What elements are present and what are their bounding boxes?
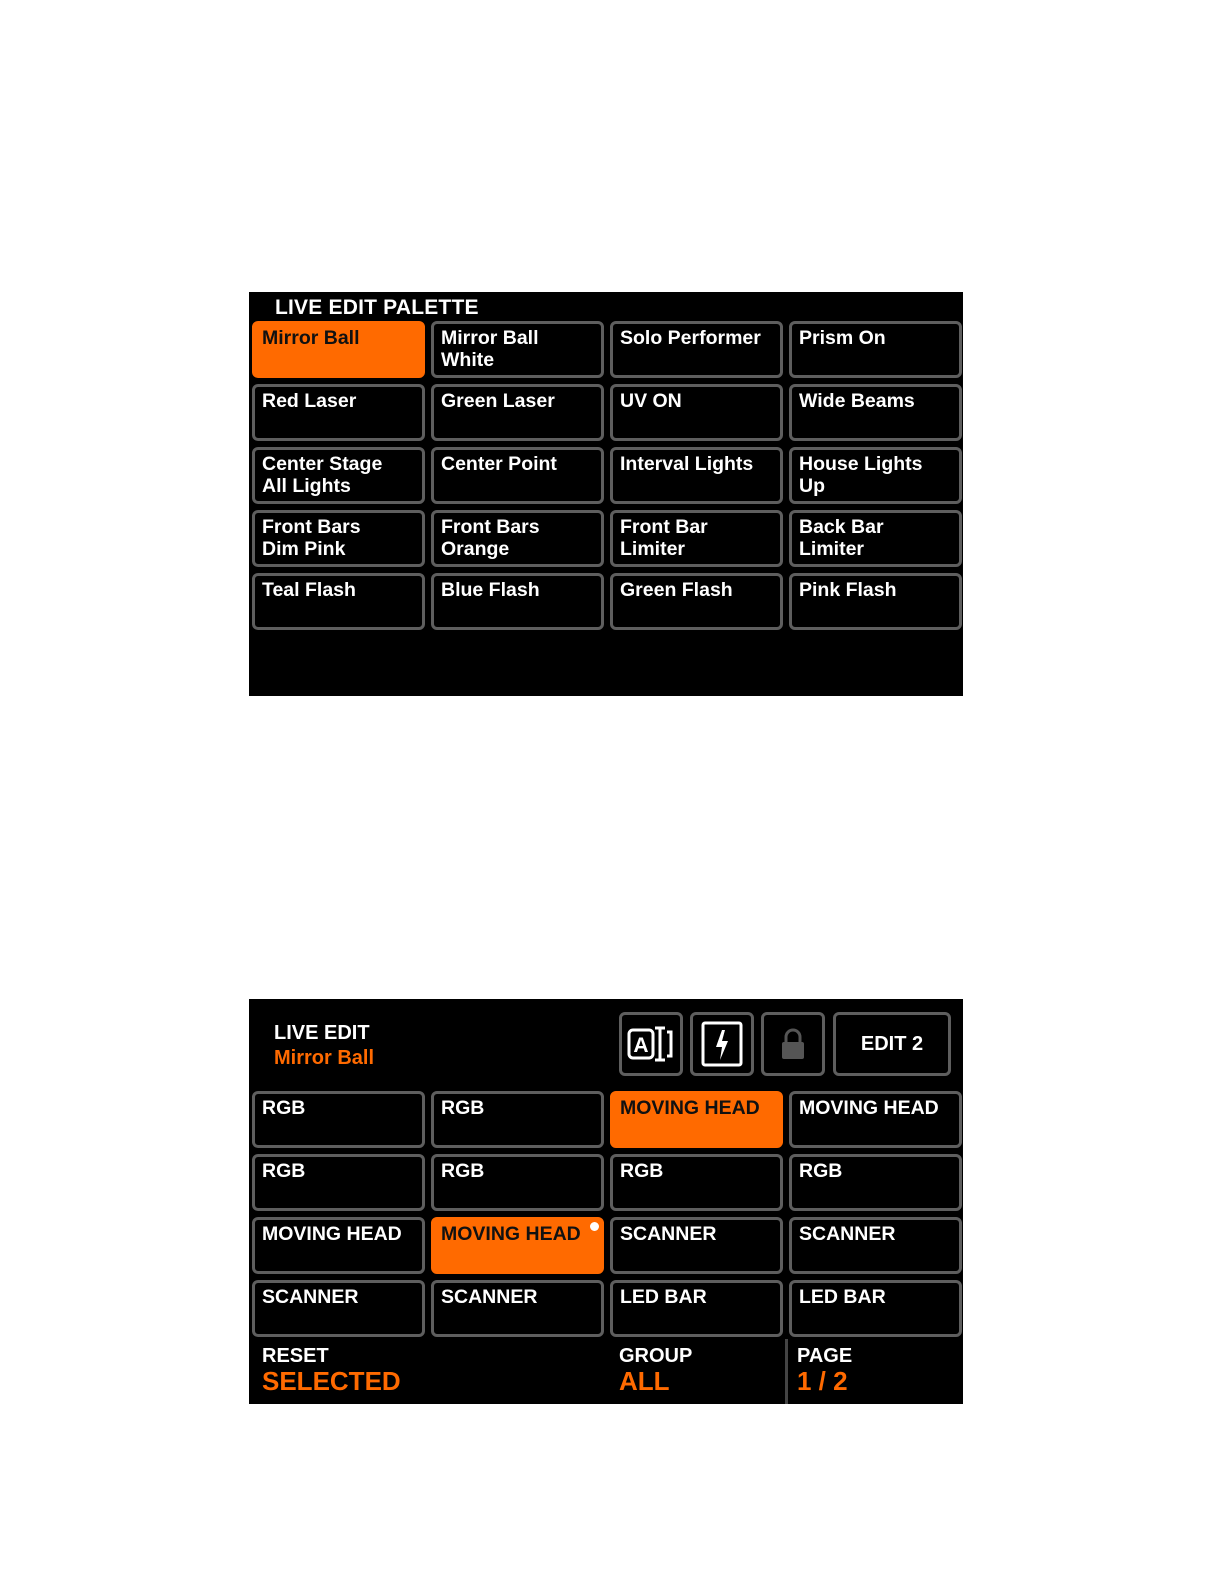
lock-icon — [778, 1026, 808, 1062]
live-edit-palette-panel — [249, 292, 963, 696]
fixture-group-button[interactable] — [252, 1154, 425, 1211]
palette-button[interactable]: Red Laser — [252, 384, 425, 441]
live-edit-title: LIVE EDIT — [274, 1022, 370, 1044]
fixture-group-label: MOVING HEAD — [620, 1097, 760, 1119]
fixture-group-label: RGB — [262, 1097, 306, 1119]
fixture-group-button[interactable] — [431, 1091, 604, 1148]
fixture-group-button[interactable] — [789, 1217, 962, 1274]
fixture-group-button[interactable] — [610, 1217, 783, 1274]
modified-indicator-dot — [590, 1222, 599, 1231]
fixture-group-button[interactable] — [252, 1280, 425, 1337]
group-value: ALL — [619, 1366, 670, 1396]
fixture-group-label: MOVING HEAD — [262, 1223, 402, 1245]
fixture-group-button[interactable] — [252, 1091, 425, 1148]
group-label: GROUP — [619, 1345, 693, 1367]
fixture-group-label: RGB — [441, 1097, 485, 1119]
reset-value: SELECTED — [262, 1366, 401, 1396]
palette-title: LIVE EDIT PALETTE — [275, 296, 479, 319]
fixture-group-label: RGB — [799, 1160, 843, 1182]
fixture-group-button[interactable] — [610, 1280, 783, 1337]
palette-button[interactable]: Front Bar Limiter — [610, 510, 783, 567]
fixture-group-label: LED BAR — [620, 1286, 707, 1308]
text-cursor-icon — [627, 1024, 675, 1064]
lightning-icon — [700, 1020, 744, 1068]
fixture-group-label: SCANNER — [799, 1223, 896, 1245]
group-filter-button[interactable] — [619, 1344, 692, 1394]
palette-button[interactable]: Front Bars Dim Pink — [252, 510, 425, 567]
fixture-group-label: MOVING HEAD — [441, 1223, 581, 1245]
fixture-group-label: LED BAR — [799, 1286, 886, 1308]
page-label: PAGE — [797, 1345, 853, 1367]
fixture-group-button[interactable] — [610, 1154, 783, 1211]
fixture-group-label: MOVING HEAD — [799, 1097, 939, 1119]
palette-button[interactable]: Solo Performer — [610, 321, 783, 378]
fixture-group-button[interactable] — [610, 1091, 783, 1148]
palette-button[interactable]: House Lights Up — [789, 447, 962, 504]
fixture-group-button[interactable] — [431, 1154, 604, 1211]
palette-button[interactable]: Back Bar Limiter — [789, 510, 962, 567]
live-edit-panel — [249, 999, 963, 1404]
palette-button[interactable]: Center Stage All Lights — [252, 447, 425, 504]
fixture-group-button[interactable] — [789, 1154, 962, 1211]
fixture-group-label: RGB — [262, 1160, 306, 1182]
fixture-group-grid — [252, 1091, 962, 1337]
edit-2-button[interactable]: EDIT 2 — [833, 1012, 951, 1076]
lock-tool-button[interactable] — [761, 1012, 825, 1076]
palette-button[interactable]: Center Point — [431, 447, 604, 504]
palette-button[interactable]: UV ON — [610, 384, 783, 441]
reset-selected-button[interactable] — [262, 1344, 401, 1394]
flash-tool-button[interactable] — [690, 1012, 754, 1076]
palette-button[interactable]: Prism On — [789, 321, 962, 378]
footer-divider — [785, 1339, 788, 1404]
palette-grid — [252, 321, 962, 630]
palette-button[interactable]: Green Laser — [431, 384, 604, 441]
fixture-group-label: SCANNER — [620, 1223, 717, 1245]
palette-button[interactable]: Mirror Ball — [252, 321, 425, 378]
fixture-group-button[interactable] — [431, 1280, 604, 1337]
palette-button[interactable]: Wide Beams — [789, 384, 962, 441]
svg-text:A: A — [633, 1034, 649, 1057]
page-value: 1 / 2 — [797, 1366, 848, 1396]
palette-button[interactable]: Pink Flash — [789, 573, 962, 630]
reset-label: RESET — [262, 1345, 329, 1367]
palette-button[interactable]: Teal Flash — [252, 573, 425, 630]
live-edit-header — [274, 1021, 374, 1071]
palette-button[interactable]: Interval Lights — [610, 447, 783, 504]
text-tool-button[interactable] — [619, 1012, 683, 1076]
fixture-group-button[interactable] — [431, 1217, 604, 1274]
fixture-group-label: SCANNER — [441, 1286, 538, 1308]
fixture-group-button[interactable] — [789, 1091, 962, 1148]
fixture-group-button[interactable] — [252, 1217, 425, 1274]
palette-button[interactable]: Mirror Ball White — [431, 321, 604, 378]
palette-button[interactable]: Blue Flash — [431, 573, 604, 630]
palette-button[interactable]: Green Flash — [610, 573, 783, 630]
palette-button[interactable]: Front Bars Orange — [431, 510, 604, 567]
fixture-group-label: RGB — [620, 1160, 664, 1182]
fixture-group-label: SCANNER — [262, 1286, 359, 1308]
fixture-group-label: RGB — [441, 1160, 485, 1182]
page-button[interactable] — [797, 1344, 852, 1394]
live-edit-current-palette: Mirror Ball — [274, 1047, 375, 1069]
fixture-group-button[interactable] — [789, 1280, 962, 1337]
